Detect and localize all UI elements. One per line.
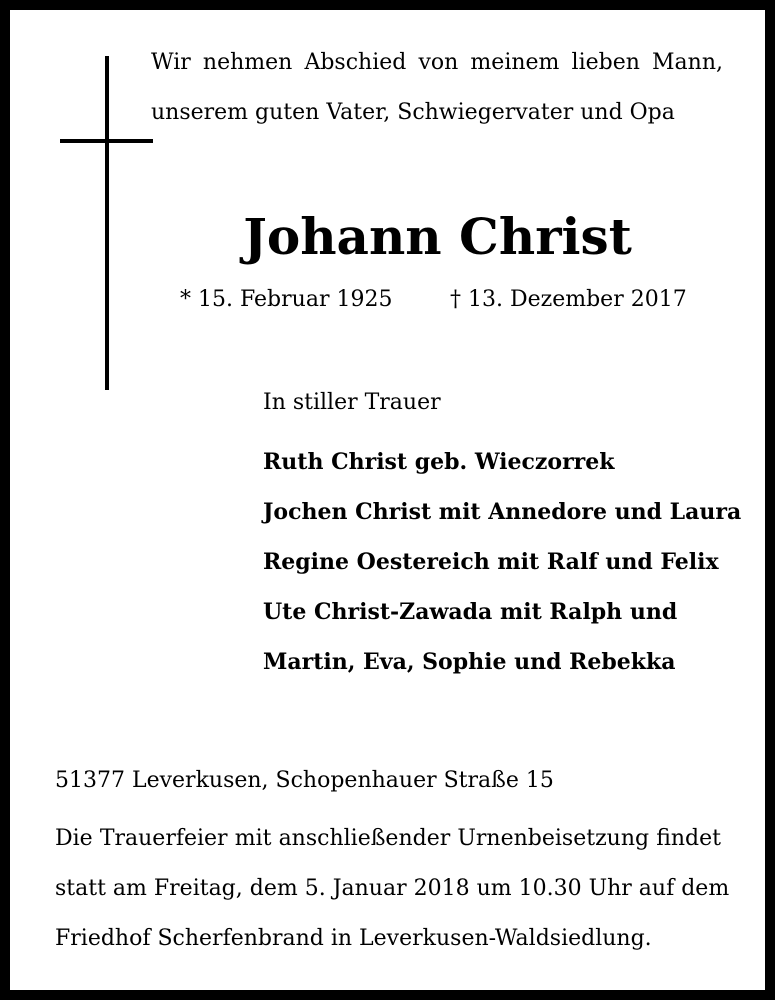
deceased-name: Johann Christ [243, 207, 632, 266]
intro-line-2: unserem guten Vater, Schwiegervater und Opa [151, 100, 675, 125]
service-line-3: Friedhof Scherfenbrand in Leverkusen-Waldsiedlung. [55, 926, 652, 951]
mourner-line: Ute Christ-Zawada mit Ralph und [263, 599, 678, 625]
mourner-line: Regine Oestereich mit Ralf und Felix [263, 549, 719, 575]
service-line-2: statt am Freitag, dem 5. Januar 2018 um 10.30 Uhr auf dem [55, 876, 730, 901]
service-line-1: Die Trauerfeier mit anschließender Urnenbeisetzung findet [55, 826, 721, 851]
death-date: † 13. Dezember 2017 [450, 287, 687, 312]
cross-icon-horizontal [60, 139, 153, 143]
mourning-intro: In stiller Trauer [263, 390, 441, 415]
mourner-line: Jochen Christ mit Annedore und Laura [263, 499, 742, 525]
intro-line-1: Wir nehmen Abschied von meinem lieben Mann, [151, 50, 723, 75]
birth-date: * 15. Februar 1925 [180, 287, 393, 312]
address: 51377 Leverkusen, Schopenhauer Straße 15 [55, 768, 554, 793]
mourner-line: Martin, Eva, Sophie und Rebekka [263, 649, 676, 675]
mourner-line: Ruth Christ geb. Wieczorrek [263, 449, 615, 475]
